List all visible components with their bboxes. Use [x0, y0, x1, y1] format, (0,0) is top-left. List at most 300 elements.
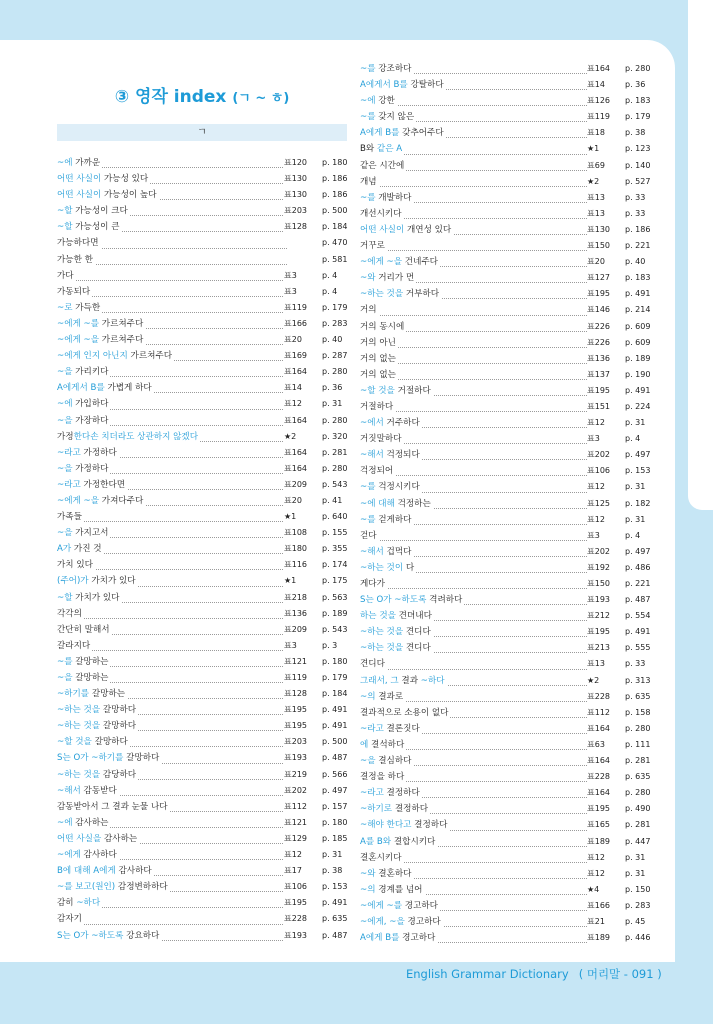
entry-word: 갈망하다: [91, 737, 128, 748]
entry-page: p. 581: [322, 254, 348, 264]
entry-word: 가르쳐주다: [127, 351, 173, 362]
entry-page: p. 31: [625, 482, 646, 492]
entry-text: [360, 174, 379, 190]
index-entry: [360, 479, 651, 495]
index-entry: [360, 705, 651, 721]
entry-ref: 표164: [587, 721, 621, 737]
entry-page: p. 280: [625, 723, 651, 733]
entry-word: 결정하다: [392, 804, 429, 815]
entry-page: p. 31: [625, 852, 646, 862]
entry-text: [57, 203, 130, 219]
index-entry: [360, 190, 651, 206]
entry-ref: ★1: [284, 509, 318, 525]
entry-pattern: ~에게: [57, 850, 81, 861]
entry-ref: 표228: [587, 769, 621, 785]
dot-leader: [360, 669, 591, 670]
entry-text: [360, 447, 422, 463]
entry-word: 경고하다: [399, 933, 436, 944]
entry-pattern: ~해서: [360, 546, 384, 557]
index-entry: [360, 882, 651, 898]
entry-page: p. 491: [322, 721, 348, 731]
entry-ref: 표180: [284, 541, 318, 557]
entry-text: [360, 399, 395, 415]
entry-word: 감사하다: [80, 850, 117, 861]
entry-word: 결혼시키다: [360, 852, 402, 863]
entry-text: [360, 544, 413, 560]
entry-text: [360, 673, 447, 689]
entry-text: [57, 863, 154, 879]
entry-page: p. 214: [625, 305, 651, 315]
entry-text: [360, 367, 398, 383]
index-entry: [57, 879, 347, 895]
entry-text: [57, 928, 161, 944]
index-entry: [360, 77, 651, 93]
entry-text: [360, 270, 416, 286]
entry-page: p. 45: [625, 916, 646, 926]
entry-word: 결합시키다: [391, 836, 436, 847]
entry-ref: 표195: [587, 286, 621, 302]
entry-ref: 표20: [284, 332, 318, 348]
entry-text: [57, 332, 145, 348]
entry-word: 가까운: [72, 158, 101, 168]
entry-pattern: ~를: [360, 112, 376, 123]
entry-page: p. 179: [322, 302, 348, 312]
entry-pattern: ~을: [57, 528, 73, 539]
entry-pattern: ~에: [57, 817, 73, 828]
entry-page: p. 182: [625, 498, 651, 508]
entry-ref: ★1: [587, 141, 621, 157]
entry-pattern: ~에게 인지 아닌지: [57, 351, 128, 362]
entry-ref: 표12: [284, 396, 318, 412]
index-entry: [360, 544, 651, 560]
entry-text: [57, 686, 127, 702]
entry-page: p. 189: [625, 353, 651, 363]
entry-word: 걱정하는: [394, 498, 431, 509]
entry-page: p. 491: [625, 385, 651, 395]
entry-pattern: A에게 B를: [360, 933, 400, 944]
entry-text: [57, 541, 104, 557]
entry-text: [57, 268, 76, 284]
index-entry: [57, 252, 347, 268]
entry-pattern: ~로: [57, 302, 73, 313]
entry-text: [57, 171, 150, 187]
index-entry: [57, 445, 347, 461]
entry-ref: 표106: [587, 463, 621, 479]
entry-ref: 표209: [284, 622, 318, 638]
entry-text: [360, 222, 453, 238]
entry-text: [57, 445, 119, 461]
entry-pattern: ~를: [360, 64, 376, 74]
index-entry: [360, 383, 651, 399]
entry-ref: 표126: [587, 93, 621, 109]
entry-text: [57, 509, 84, 525]
entry-text: [57, 573, 138, 589]
entry-pattern: ~를: [57, 656, 73, 667]
entry-pattern: ~에: [57, 158, 73, 168]
entry-word: 가정: [57, 431, 74, 442]
dot-leader: [57, 618, 287, 619]
entry-text: [360, 817, 449, 833]
entry-text: [360, 496, 433, 512]
entry-word: 걷다: [360, 530, 377, 541]
entry-ref: 표164: [284, 413, 318, 429]
entry-word: 강탈하다: [407, 80, 444, 91]
entry-word: 가정한다면: [80, 479, 126, 490]
entry-page: p. 38: [625, 128, 646, 138]
entry-text: [57, 477, 127, 493]
entry-ref: 표12: [587, 512, 621, 528]
entry-page: p. 635: [625, 691, 651, 701]
entry-ref: 표193: [284, 750, 318, 766]
entry-text: [57, 284, 92, 300]
entry-page: p. 280: [625, 64, 651, 73]
entry-word: 가능한 한: [57, 254, 93, 265]
entry-ref: 표228: [284, 911, 318, 927]
entry-ref: 표129: [284, 831, 318, 847]
entry-page: p. 155: [322, 528, 348, 538]
entry-page: p. 280: [322, 367, 348, 377]
entry-pattern: ~와: [360, 868, 376, 879]
index-entry: [360, 431, 651, 447]
entry-text: [360, 141, 404, 157]
entry-page: p. 555: [625, 643, 651, 653]
index-entry: [57, 300, 347, 316]
index-entry: [360, 834, 651, 850]
dot-leader: [57, 924, 287, 925]
entry-word: 감정변하하다: [115, 882, 168, 893]
entry-text: [360, 109, 416, 125]
entry-pattern: ~하는 것이: [360, 562, 404, 573]
entry-text: [360, 850, 404, 866]
entry-ref: 표209: [284, 477, 318, 493]
entry-word: 걱정시키다: [375, 482, 420, 493]
entry-page: p. 500: [322, 206, 348, 216]
entry-word: 개념: [360, 176, 377, 187]
entry-word: 결정하다: [411, 820, 448, 831]
entry-word: 결심하다: [375, 756, 412, 767]
entry-page: p. 487: [625, 595, 651, 605]
index-entry: [360, 415, 651, 431]
entry-ref: ★4: [587, 882, 621, 898]
entry-page: p. 140: [625, 160, 651, 170]
entry-pattern: S는 O가 ~하도록: [360, 595, 427, 606]
entry-page: p. 33: [625, 659, 646, 669]
entry-ref: ★2: [587, 174, 621, 190]
entry-word: 건네주다: [402, 257, 438, 268]
index-entry: [57, 155, 347, 171]
index-entry: [57, 911, 347, 927]
index-entry: [360, 640, 651, 656]
entry-word: 걷게하다: [375, 514, 412, 525]
entry-pattern: ~에: [360, 96, 376, 107]
index-entry: [360, 721, 651, 737]
entry-ref: 표13: [587, 656, 621, 672]
entry-pattern: ~하는 것을: [360, 627, 404, 638]
entry-pattern: ~하는 것을: [57, 769, 101, 780]
entry-text: [360, 302, 379, 318]
entry-text: [360, 383, 433, 399]
index-entry: [360, 673, 651, 689]
entry-text: [360, 608, 434, 624]
index-entry: [360, 769, 651, 785]
section-header: ㄱ: [57, 124, 347, 141]
index-entry: [360, 512, 651, 528]
index-entry: [360, 319, 651, 335]
entry-text: [57, 799, 170, 815]
entry-ref: 표150: [587, 576, 621, 592]
entry-text: [57, 187, 159, 203]
index-entry: [57, 413, 347, 429]
entry-page: p. 635: [625, 772, 651, 782]
index-entry: [57, 670, 347, 686]
entry-text: [360, 335, 398, 351]
index-entry: [360, 560, 651, 576]
entry-page: p. 31: [625, 514, 646, 524]
index-entry: [57, 783, 347, 799]
entry-ref: 표189: [587, 834, 621, 850]
entry-page: p. 33: [625, 192, 646, 202]
index-entry: [57, 268, 347, 284]
entry-ref: 표112: [587, 705, 621, 721]
entry-page: p. 180: [322, 817, 348, 827]
entry-page: p. 221: [625, 579, 651, 588]
entry-text: [360, 319, 406, 335]
entry-word: 갈망하다: [100, 705, 137, 716]
entry-ref: 표21: [587, 914, 621, 930]
entry-pattern: ~하는 것을: [360, 289, 404, 300]
entry-word: 가능성이 큰: [72, 222, 120, 233]
entry-text: [360, 882, 425, 898]
entry-word: 결정을 하다: [360, 772, 405, 783]
entry-ref: 표119: [284, 300, 318, 316]
index-entry: [360, 238, 651, 254]
entry-word: 결과적으로 소용이 없다: [360, 707, 449, 718]
index-entry: [57, 284, 347, 300]
entry-text: [360, 866, 413, 882]
entry-page: p. 153: [322, 882, 348, 892]
entry-ref: 표137: [587, 367, 621, 383]
entry-page: p. 179: [322, 673, 348, 682]
entry-ref: 표146: [587, 302, 621, 318]
entry-word: 감당하다: [100, 769, 137, 780]
entry-ref: 표202: [284, 783, 318, 799]
entry-word: 감동받다: [80, 785, 117, 796]
entry-ref: 표3: [587, 528, 621, 544]
entry-page: p. 281: [625, 756, 651, 766]
entry-page: p. 221: [625, 241, 651, 251]
entry-page: p. 186: [322, 190, 348, 200]
entry-pattern: ~을: [360, 756, 376, 767]
entry-text: [57, 380, 154, 396]
entry-page: p. 150: [625, 884, 651, 894]
entry-text: [360, 254, 440, 270]
entry-page: p. 33: [625, 208, 646, 218]
entry-text: [360, 206, 404, 222]
entry-page: p. 281: [625, 820, 651, 830]
entry-ref: 표150: [587, 238, 621, 254]
entry-pattern: 어떤 사실을: [57, 833, 102, 844]
entry-pattern: ~해서: [57, 785, 81, 796]
entry-word: 갈망하는: [72, 673, 109, 683]
entry-text: [360, 415, 422, 431]
entry-page: p. 38: [322, 866, 343, 876]
entry-text: [57, 429, 200, 445]
entry-word: 결혼하다: [375, 868, 412, 879]
entry-text: [57, 525, 110, 541]
entry-pattern: ~을: [57, 673, 73, 683]
entry-ref: 표166: [284, 316, 318, 332]
entry-word: 개선시키다: [360, 208, 402, 219]
index-entry: [360, 930, 651, 946]
entry-pattern: ~해서: [360, 450, 384, 461]
entry-ref: 표128: [284, 686, 318, 702]
entry-ref: 표202: [587, 447, 621, 463]
entry-text: [360, 190, 413, 206]
entry-page: p. 635: [322, 914, 348, 924]
entry-ref: 표164: [587, 61, 621, 77]
entry-text: [57, 734, 130, 750]
index-entry: [57, 734, 347, 750]
entry-word: 강요하다: [123, 930, 160, 941]
entry-text: [57, 895, 102, 911]
entry-word: 거주하다: [383, 418, 420, 429]
entry-pattern: S는 O가 ~하도록: [57, 930, 124, 941]
entry-word: 거꾸로: [360, 241, 385, 252]
entry-page: p. 640: [322, 512, 348, 522]
entry-page: p. 500: [322, 737, 348, 747]
entry-page: p. 490: [625, 804, 651, 814]
index-entry: [360, 109, 651, 125]
entry-word: 가정하다: [72, 463, 109, 474]
index-entry: [360, 528, 651, 544]
index-entry: [360, 141, 651, 157]
entry-word: B와: [360, 144, 375, 155]
entry-word: 가장하다: [72, 415, 109, 426]
entry-word: 갈라지다: [57, 640, 91, 651]
entry-word: 경고하다: [402, 900, 438, 911]
entry-pattern: 에: [360, 739, 369, 750]
entry-ref: 표136: [284, 606, 318, 622]
entry-pattern: ~할: [57, 222, 73, 233]
entry-text: [360, 479, 422, 495]
index-column-right: [360, 61, 651, 946]
entry-page: p. 4: [625, 434, 641, 444]
entry-word: 가정하다: [80, 447, 117, 458]
entry-page: p. 31: [625, 868, 646, 878]
dot-leader: [57, 521, 287, 522]
entry-ref: 표130: [284, 187, 318, 203]
entry-page: p. 320: [322, 431, 348, 441]
entry-text: [360, 93, 397, 109]
entry-word: 겁먹다: [383, 546, 412, 557]
entry-page: p. 313: [625, 675, 651, 685]
entry-word: 결론짓다: [383, 723, 420, 734]
entry-page: p. 179: [625, 112, 651, 122]
index-entry: [360, 351, 651, 367]
entry-ref: 표120: [284, 155, 318, 171]
entry-word: 거의 없는: [360, 353, 396, 364]
entry-page: p. 123: [625, 144, 651, 154]
index-entry: [57, 831, 347, 847]
entry-text: [57, 252, 95, 268]
index-entry: [360, 367, 651, 383]
entry-ref: 표125: [587, 496, 621, 512]
index-entry: [360, 302, 651, 318]
entry-page: p. 280: [322, 415, 348, 425]
entry-word: 거절하다: [360, 401, 394, 412]
entry-word: 격려하다: [426, 595, 463, 606]
entry-page: p. 190: [625, 369, 651, 379]
entry-pattern: ~를: [360, 482, 376, 493]
entry-page: p. 186: [322, 174, 348, 184]
entry-text: [360, 801, 430, 817]
entry-page: p. 491: [322, 705, 348, 715]
entry-text: [360, 431, 404, 447]
entry-pattern: (주어)가: [57, 576, 89, 587]
index-entry: [360, 576, 651, 592]
index-entry: [360, 254, 651, 270]
entry-pattern: ~의: [360, 691, 376, 702]
entry-page: p. 153: [625, 466, 651, 476]
entry-ref: 표219: [284, 767, 318, 783]
entry-text: [57, 911, 84, 927]
entry-text: [360, 286, 441, 302]
entry-page: p. 184: [322, 222, 348, 232]
index-entry: [360, 656, 651, 672]
index-entry: [57, 171, 347, 187]
entry-word: 가진 것: [71, 544, 102, 555]
entry-ref: 표164: [284, 364, 318, 380]
entry-ref: 표193: [587, 592, 621, 608]
index-entry: [360, 737, 651, 753]
entry-ref: 표192: [587, 560, 621, 576]
entry-word: 가족들: [57, 512, 82, 523]
entry-pattern: A에게 B를: [360, 128, 400, 139]
entry-page: p. 609: [625, 337, 651, 347]
entry-pattern: ~해야 한다고: [360, 820, 412, 831]
entry-pattern: ~하기로: [360, 804, 393, 815]
index-entry: [57, 573, 347, 589]
entry-page: p. 36: [625, 80, 646, 90]
entry-text: [360, 689, 405, 705]
index-entry: [57, 380, 347, 396]
entry-ref: 표136: [587, 351, 621, 367]
entry-text: [360, 351, 398, 367]
index-entry: [57, 847, 347, 863]
entry-page: p. 543: [322, 624, 348, 634]
entry-text: [57, 831, 139, 847]
entry-page: p. 184: [322, 689, 348, 699]
entry-ref: 표121: [284, 815, 318, 831]
entry-ref: ★2: [284, 429, 318, 445]
entry-ref: 표195: [587, 624, 621, 640]
entry-pattern: ~하다: [76, 898, 101, 909]
entry-word: 가지고서: [72, 528, 109, 539]
dot-leader: [360, 540, 591, 541]
entry-pattern: ~을: [57, 463, 73, 474]
index-entry: [57, 799, 347, 815]
index-entry: [57, 606, 347, 622]
entry-word: 가동되다: [57, 286, 91, 297]
entry-ref: 표195: [587, 383, 621, 399]
entry-text: [57, 219, 122, 235]
entry-ref: 표3: [284, 284, 318, 300]
index-entry: [57, 429, 347, 445]
entry-ref: 표14: [587, 77, 621, 93]
entry-text: [360, 463, 395, 479]
index-entry: [57, 396, 347, 412]
entry-page: p. 491: [625, 289, 651, 299]
